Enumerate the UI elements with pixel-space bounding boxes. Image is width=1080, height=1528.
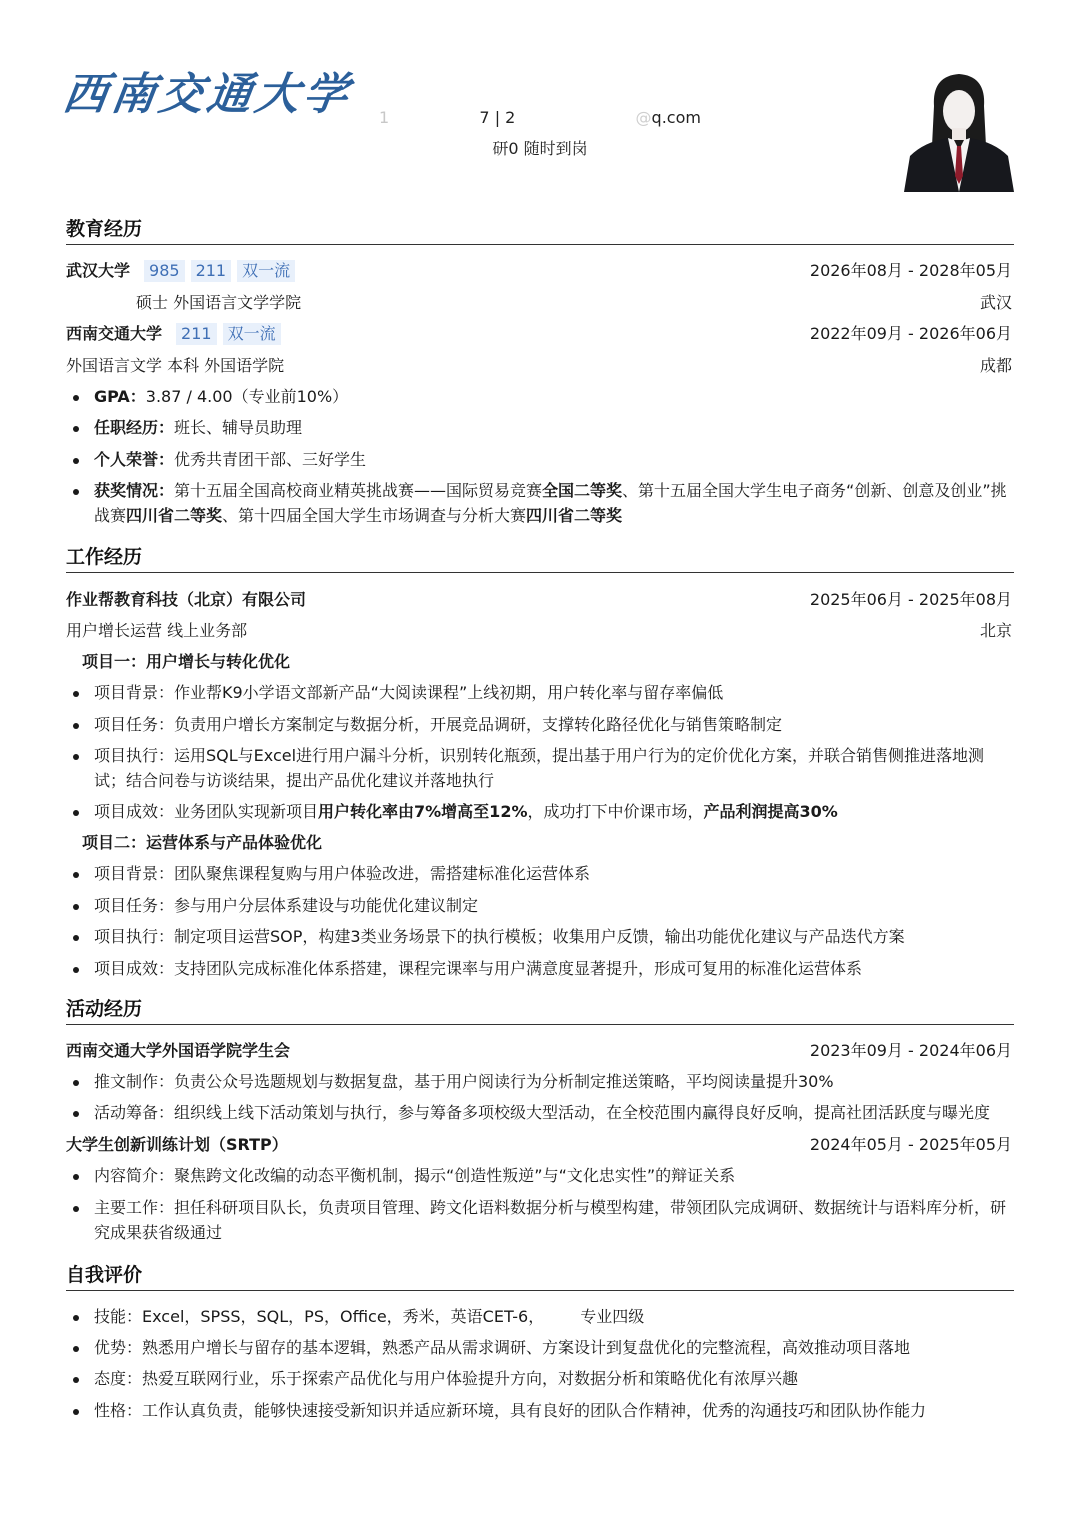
activity-row (66, 1039, 1012, 1063)
project-item: 项目执行：制定项目运营SOP，构建3类业务场景下的执行模板；收集用户反馈，输出功能优化建议与产品迭代方案 (94, 925, 1014, 950)
school-city: 成都 (979, 356, 1012, 375)
activity-dates: 2023年09月 - 2024年06月 (809, 1041, 1012, 1060)
self-eval-item: 态度：热爱互联网行业，乐于探索产品优化与用户体验提升方向，对数据分析和策略优化有浓厚兴趣 (94, 1367, 1014, 1392)
project-item: 项目背景：作业帮K9小学语文部新产品“大阅读课程”上线初期，用户转化率与留存率偏低 (94, 681, 1014, 706)
school-tag: 双一流 (237, 260, 295, 282)
activity-section-title: 活动经历 (66, 998, 143, 1020)
edu-bullet-positions: 任职经历：班长、辅导员助理 (94, 416, 1014, 441)
edu-bullet-honors: 个人荣誉：优秀共青团干部、三好学生 (94, 448, 1014, 473)
school-city: 武汉 (979, 293, 1012, 312)
school-detail-row-swjtu (66, 354, 1012, 378)
school-tag: 985 (144, 260, 185, 282)
activity-name: 大学生创新训练计划（SRTP） (66, 1135, 288, 1154)
contact-middle: 7 | 2 (479, 108, 516, 127)
project-title: 项目一：用户增长与转化优化 (82, 652, 291, 671)
school-name: 武汉大学 (66, 261, 131, 280)
project-title: 项目二：运营体系与产品体验优化 (82, 833, 323, 852)
activity-item: 活动筹备：组织线上线下活动策划与执行，参与筹备多项校级大型活动，在全校范围内赢得良好反响，提高社团活跃度与曝光度 (94, 1101, 1014, 1126)
company-row (66, 588, 1012, 612)
school-name: 西南交通大学 (66, 324, 163, 343)
activity-row (66, 1133, 1012, 1157)
project-item: 项目成效：支持团队完成标准化体系搭建，课程完课率与用户满意度显著提升，形成可复用的标准化运营体系 (94, 957, 1014, 982)
education-section-title: 教育经历 (66, 218, 143, 240)
edu-bullet-gpa: GPA：3.87 / 4.00（专业前10%） (94, 385, 1014, 410)
role-title: 用户增长运营 线上业务部 (66, 621, 248, 640)
work-divider (66, 572, 1014, 573)
university-logo: 西南交通大学 (59, 69, 355, 120)
profile-photo (904, 66, 1014, 192)
self-eval-section-title: 自我评价 (66, 1264, 143, 1286)
project-item: 项目成效：业务团队实现新项目用户转化率由7%增高至12%，成功打下中价课市场，产品利润提高30% (94, 800, 1014, 825)
role-row (66, 619, 1012, 643)
activity-item: 主要工作：担任科研项目队长，负责项目管理、跨文化语料数据分析与模型构建，带领团队完成调研、数据统计与语料库分析，研究成果获省级通过 (94, 1196, 1014, 1245)
project-item: 项目任务：参与用户分层体系建设与功能优化建议制定 (94, 894, 1014, 919)
work-city: 北京 (979, 621, 1012, 640)
self-eval-item: 性格：工作认真负责，能够快速接受新知识并适应新环境，具有良好的团队合作精神，优秀的沟通技巧和团队协作能力 (94, 1399, 1014, 1424)
activity-dates: 2024年05月 - 2025年05月 (809, 1135, 1012, 1154)
education-divider (66, 244, 1014, 245)
contact-line: 1 7 | 2 @q.com (379, 108, 701, 127)
school-detail-row-whu (66, 291, 1012, 315)
activity-item: 推文制作：负责公众号选题规划与数据复盘，基于用户阅读行为分析制定推送策略，平均阅读量提升30% (94, 1070, 1014, 1095)
school-dates: 2026年08月 - 2028年05月 (809, 261, 1012, 280)
project-item: 项目执行：运用SQL与Excel进行用户漏斗分析，识别转化瓶颈，提出基于用户行为的定价优化方案，并联合销售侧推进落地测试；结合问卷与访谈结果，提出产品优化建议并落地执行 (94, 744, 1014, 793)
school-detail: 外国语言文学 本科 外国语学院 (66, 356, 285, 375)
project-item: 项目背景：团队聚焦课程复购与用户体验改进，需搭建标准化运营体系 (94, 862, 1014, 887)
school-tag: 211 (176, 323, 217, 345)
activity-name: 西南交通大学外国语学院学生会 (66, 1041, 291, 1060)
contact-phone: 1 (379, 108, 390, 127)
activity-item: 内容简介：聚焦跨文化改编的动态平衡机制，揭示“创造性叛逆”与“文化忠实性”的辩证关系 (94, 1164, 1014, 1189)
contact-email: q.com (651, 108, 701, 127)
project-item: 项目任务：负责用户增长方案制定与数据分析，开展竞品调研，支撑转化路径优化与销售策略制定 (94, 713, 1014, 738)
school-dates: 2022年09月 - 2026年06月 (809, 324, 1012, 343)
activity-divider (66, 1024, 1014, 1025)
self-eval-item: 优势：熟悉用户增长与留存的基本逻辑，熟悉产品从需求调研、方案设计到复盘优化的完整流程，高效推动项目落地 (94, 1336, 1014, 1361)
company-name: 作业帮教育科技（北京）有限公司 (66, 590, 307, 609)
self-eval-divider (66, 1290, 1014, 1291)
school-row-whu (66, 259, 1012, 283)
self-eval-item: 技能：Excel，SPSS，SQL，PS，Office，秀米，英语CET-6， 专业四级 (94, 1305, 1014, 1330)
school-tag: 双一流 (223, 323, 281, 345)
school-tag: 211 (191, 260, 232, 282)
edu-bullet-awards: 获奖情况：第十五届全国高校商业精英挑战赛——国际贸易竞赛全国二等奖、第十五届全国大学生电子商务“创新、创意及创业”挑战赛四川省二等奖、第十四届全国大学生市场调查与分析大赛四川省二等奖 (94, 479, 1014, 528)
school-row-swjtu (66, 322, 1012, 346)
company-dates: 2025年06月 - 2025年08月 (809, 590, 1012, 609)
availability-status: 研0 随时到岗 (492, 139, 588, 158)
school-detail: 硕士 外国语言文学学院 (136, 293, 302, 312)
work-section-title: 工作经历 (66, 546, 143, 568)
